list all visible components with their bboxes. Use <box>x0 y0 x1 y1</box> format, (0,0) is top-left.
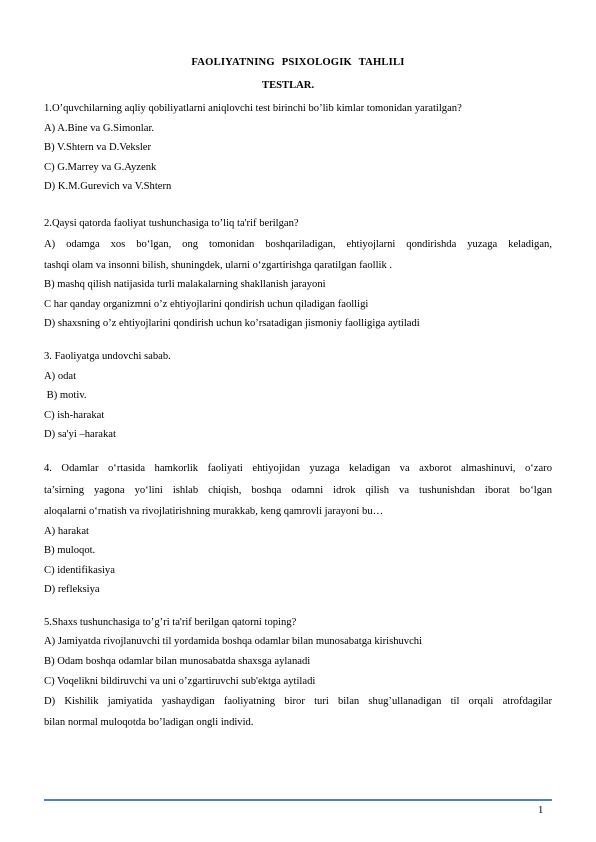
q1-option-b: B) V.Shtern va D.Veksler <box>44 142 152 154</box>
question-3: 3. Faoliyatga undovchi sabab. <box>44 350 171 362</box>
q5-option-d-line1: D) Kishilik jamiyatida yashaydigan faoliyatning biror turi bilan shug’ullanadigan til orqali atrofdagilar <box>44 696 552 708</box>
question-1: 1.O’quvchilarning aqliy qobiliyatlarni aniqlovchi test birinchi bo’lib kimlar tomonidan yaratilgan? <box>44 103 462 114</box>
q3-option-c: C) ish-harakat <box>44 409 105 421</box>
q3-option-b: B) motiv. <box>44 390 87 402</box>
question-4-line1: 4. Odamlar o‘rtasida hamkorlik faoliyati ehtiyojidan yuzaga keladigan va axborot almashinuvi, o‘zaro <box>44 462 552 474</box>
footer-rule <box>44 799 552 801</box>
page-number: 1 <box>538 805 544 816</box>
q5-option-a: A) Jamiyatda rivojlanuvchi til yordamida boshqa odamlar bilan munosabatga kirishuvchi <box>44 636 423 648</box>
document-subtitle: TESTLAR. <box>262 80 315 91</box>
q2-option-a-line2: tashqi olam va insonni bilish, shuningdek, ularni o‘zgartirishga qaratilgan faollik . <box>44 259 393 271</box>
question-5: 5.Shaxs tushunchasiga to’g’ri ta'rif berilgan qatorni toping? <box>44 616 297 628</box>
q4-option-a: A) harakat <box>44 525 89 537</box>
q5-option-b: B) Odam boshqa odamlar bilan munosabatda shaxsga aylanadi <box>44 656 311 668</box>
document-title: FAOLIYATNING PSIXOLOGIK TAHLILI <box>191 57 405 68</box>
q2-option-a-line1: A) odamga xos bo‘lgan, ong tomonidan boshqariladigan, ehtiyojlarni qondirishda yuzaga keladigan, <box>44 238 552 250</box>
question-4-line2: ta’sirning yagona yo‘lini ishlab chiqish, boshqa odamni idrok qilish va tushunishdan iborat bo‘lgan <box>44 484 552 496</box>
q3-option-a: A) odat <box>44 370 77 382</box>
q5-option-c: C) Voqelikni bildiruvchi va uni o’zgartiruvchi sub'ektga aytiladi <box>44 675 316 687</box>
q2-option-b: B) mashq qilish natijasida turli malakalarning shakllanish jarayoni <box>44 279 326 291</box>
q4-option-b: B) muloqot. <box>44 545 96 557</box>
q1-option-c: C) G.Marrey va G.Ayzenk <box>44 161 157 173</box>
q4-option-d: D) refleksiya <box>44 584 100 596</box>
q2-option-d: D) shaxsning o’z ehtiyojlarini qondirish uchun ko’rsatadigan jismoniy faolligiga aytiladi <box>44 318 420 330</box>
q1-option-a: A) A.Bine va G.Simonlar. <box>44 122 155 134</box>
q2-option-c: C har qanday organizmni o’z ehtiyojlarini qondirish uchun qiladigan faolligi <box>44 298 369 310</box>
question-2: 2.Qaysi qatorda faoliyat tushunchasiga to’liq ta'rif berilgan? <box>44 217 299 229</box>
q3-option-d: D) sa'yi –harakat <box>44 429 116 441</box>
q4-option-c: C) identifikasiya <box>44 564 115 576</box>
q1-option-d: D) K.M.Gurevich va V.Shtern <box>44 181 172 193</box>
q5-option-d-line2: bilan normal muloqotda bo’ladigan ongli individ. <box>44 717 254 729</box>
questions-body <box>44 99 552 733</box>
question-4-line3: aloqalarni o‘rnatish va rivojlatirishning murakkab, keng qamrovli jarayoni bu… <box>44 505 384 517</box>
